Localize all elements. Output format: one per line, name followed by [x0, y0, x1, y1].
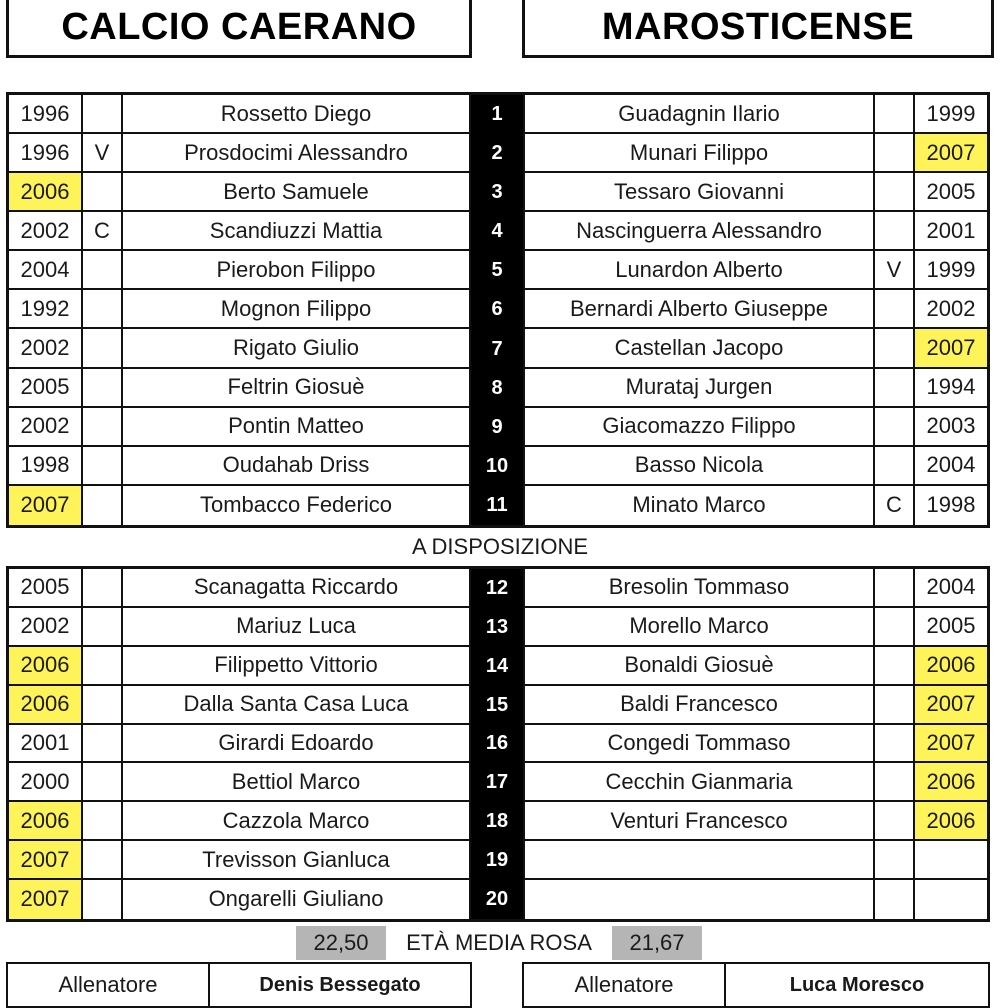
shirt-number: 17: [471, 763, 525, 802]
shirt-number: 13: [471, 608, 525, 647]
home-role-cell: [83, 725, 123, 764]
shirt-number: 18: [471, 802, 525, 841]
away-year-cell: 2007: [915, 329, 987, 368]
table-row: [9, 647, 987, 686]
away-player-name: Basso Nicola: [525, 447, 875, 486]
home-year-cell: 2002: [9, 329, 83, 368]
home-role-cell: [83, 408, 123, 447]
shirt-number: 7: [471, 329, 525, 368]
home-year-cell: 1996: [9, 134, 83, 173]
home-role-cell: [83, 763, 123, 802]
home-role-cell: [83, 802, 123, 841]
home-year-cell: 2006: [9, 173, 83, 212]
home-year-cell: 1996: [9, 95, 83, 134]
table-row: [9, 841, 987, 880]
away-year-cell: 1994: [915, 369, 987, 408]
away-player-name: Baldi Francesco: [525, 686, 875, 725]
home-role-cell: V: [83, 134, 123, 173]
away-role-cell: [875, 725, 915, 764]
away-role-cell: [875, 134, 915, 173]
away-player-name: Castellan Jacopo: [525, 329, 875, 368]
average-age-row: [0, 926, 1000, 960]
table-row: [9, 608, 987, 647]
away-year-cell: 2006: [915, 647, 987, 686]
shirt-number: 3: [471, 173, 525, 212]
away-role-cell: [875, 329, 915, 368]
table-row: [9, 173, 987, 212]
away-year-cell: 2007: [915, 725, 987, 764]
away-role-cell: [875, 569, 915, 608]
away-role-cell: [875, 802, 915, 841]
shirt-number: 10: [471, 447, 525, 486]
home-year-cell: 1998: [9, 447, 83, 486]
away-player-name: Nascinguerra Alessandro: [525, 212, 875, 251]
table-row: [9, 802, 987, 841]
home-player-name: Girardi Edoardo: [123, 725, 471, 764]
shirt-number: 11: [471, 486, 525, 525]
starters-table: [6, 92, 990, 528]
home-player-name: Prosdocimi Alessandro: [123, 134, 471, 173]
home-year-cell: 2006: [9, 686, 83, 725]
home-player-name: Mognon Filippo: [123, 290, 471, 329]
home-role-cell: [83, 647, 123, 686]
away-player-name: Cecchin Gianmaria: [525, 763, 875, 802]
away-player-name: Morello Marco: [525, 608, 875, 647]
home-team-title: CALCIO CAERANO: [6, 0, 472, 58]
home-role-cell: C: [83, 212, 123, 251]
home-player-name: Bettiol Marco: [123, 763, 471, 802]
table-row: [9, 725, 987, 764]
away-role-cell: V: [875, 251, 915, 290]
home-role-cell: [83, 880, 123, 919]
home-year-cell: 2007: [9, 841, 83, 880]
away-role-cell: [875, 841, 915, 880]
shirt-number: 14: [471, 647, 525, 686]
away-player-name: [525, 841, 875, 880]
home-average-age: 22,50: [296, 926, 386, 960]
home-player-name: Pontin Matteo: [123, 408, 471, 447]
home-player-name: Berto Samuele: [123, 173, 471, 212]
away-role-cell: [875, 408, 915, 447]
away-year-cell: 2004: [915, 447, 987, 486]
home-coach-box: [6, 962, 472, 1008]
table-row: [9, 95, 987, 134]
table-row: [9, 134, 987, 173]
home-year-cell: 2001: [9, 725, 83, 764]
away-player-name: Bonaldi Giosuè: [525, 647, 875, 686]
home-year-cell: 2007: [9, 880, 83, 919]
table-row: [9, 290, 987, 329]
table-row: [9, 447, 987, 486]
home-year-cell: 2007: [9, 486, 83, 525]
away-year-cell: 1998: [915, 486, 987, 525]
away-player-name: Venturi Francesco: [525, 802, 875, 841]
home-role-cell: [83, 608, 123, 647]
table-row: [9, 486, 987, 525]
home-player-name: Rossetto Diego: [123, 95, 471, 134]
away-coach-label: Allenatore: [524, 964, 726, 1006]
home-player-name: Feltrin Giosuè: [123, 369, 471, 408]
shirt-number: 4: [471, 212, 525, 251]
away-role-cell: [875, 212, 915, 251]
home-year-cell: 2006: [9, 647, 83, 686]
shirt-number: 15: [471, 686, 525, 725]
away-player-name: Murataj Jurgen: [525, 369, 875, 408]
home-year-cell: 2002: [9, 608, 83, 647]
table-row: [9, 569, 987, 608]
home-role-cell: [83, 686, 123, 725]
home-role-cell: [83, 290, 123, 329]
home-year-cell: 2002: [9, 212, 83, 251]
subs-section-label: A DISPOSIZIONE: [411, 534, 589, 559]
away-role-cell: [875, 290, 915, 329]
home-player-name: Tombacco Federico: [123, 486, 471, 525]
away-player-name: Munari Filippo: [525, 134, 875, 173]
home-role-cell: [83, 447, 123, 486]
table-row: [9, 880, 987, 919]
table-row: [9, 212, 987, 251]
home-role-cell: [83, 251, 123, 290]
away-year-cell: 2006: [915, 763, 987, 802]
table-row: [9, 408, 987, 447]
away-year-cell: 2003: [915, 408, 987, 447]
away-player-name: Bernardi Alberto Giuseppe: [525, 290, 875, 329]
away-player-name: Tessaro Giovanni: [525, 173, 875, 212]
away-role-cell: [875, 763, 915, 802]
home-player-name: Ongarelli Giuliano: [123, 880, 471, 919]
home-coach-name: Denis Bessegato: [259, 973, 421, 996]
away-year-cell: 2005: [915, 173, 987, 212]
away-year-cell: 2007: [915, 686, 987, 725]
away-player-name: Lunardon Alberto: [525, 251, 875, 290]
home-player-name: Oudahab Driss: [123, 447, 471, 486]
away-role-cell: [875, 880, 915, 919]
shirt-number: 6: [471, 290, 525, 329]
home-year-cell: 2005: [9, 369, 83, 408]
away-year-cell: 2005: [915, 608, 987, 647]
table-row: [9, 369, 987, 408]
home-role-cell: [83, 173, 123, 212]
home-player-name: Scandiuzzi Mattia: [123, 212, 471, 251]
home-role-cell: [83, 841, 123, 880]
home-year-cell: 1992: [9, 290, 83, 329]
away-average-age: 21,67: [612, 926, 702, 960]
home-year-cell: 2004: [9, 251, 83, 290]
shirt-number: 1: [471, 95, 525, 134]
away-player-name: Congedi Tommaso: [525, 725, 875, 764]
home-year-cell: 2006: [9, 802, 83, 841]
shirt-number: 20: [471, 880, 525, 919]
away-year-cell: 2002: [915, 290, 987, 329]
shirt-number: 9: [471, 408, 525, 447]
home-player-name: Scanagatta Riccardo: [123, 569, 471, 608]
away-year-cell: 2001: [915, 212, 987, 251]
home-player-name: Pierobon Filippo: [123, 251, 471, 290]
home-player-name: Rigato Giulio: [123, 329, 471, 368]
away-role-cell: C: [875, 486, 915, 525]
away-role-cell: [875, 369, 915, 408]
away-team-title: MAROSTICENSE: [522, 0, 994, 58]
away-role-cell: [875, 95, 915, 134]
away-year-cell: [915, 841, 987, 880]
table-row: [9, 763, 987, 802]
substitutes-table: [6, 566, 990, 922]
away-role-cell: [875, 686, 915, 725]
away-coach-name: Luca Moresco: [789, 973, 925, 996]
away-year-cell: 2006: [915, 802, 987, 841]
home-player-name: Trevisson Gianluca: [123, 841, 471, 880]
away-role-cell: [875, 447, 915, 486]
home-player-name: Mariuz Luca: [123, 608, 471, 647]
away-year-cell: 1999: [915, 95, 987, 134]
away-player-name: [525, 880, 875, 919]
home-player-name: Dalla Santa Casa Luca: [123, 686, 471, 725]
home-player-name: Filippetto Vittorio: [123, 647, 471, 686]
average-age-label: ETÀ MEDIA ROSA: [406, 930, 592, 955]
shirt-number: 19: [471, 841, 525, 880]
shirt-number: 2: [471, 134, 525, 173]
home-year-cell: 2000: [9, 763, 83, 802]
home-year-cell: 2005: [9, 569, 83, 608]
home-role-cell: [83, 486, 123, 525]
away-player-name: Guadagnin Ilario: [525, 95, 875, 134]
shirt-number: 8: [471, 369, 525, 408]
shirt-number: 5: [471, 251, 525, 290]
home-role-cell: [83, 569, 123, 608]
shirt-number: 12: [471, 569, 525, 608]
away-player-name: Giacomazzo Filippo: [525, 408, 875, 447]
away-role-cell: [875, 608, 915, 647]
home-player-name: Cazzola Marco: [123, 802, 471, 841]
away-coach-box: [522, 962, 990, 1008]
away-player-name: Minato Marco: [525, 486, 875, 525]
away-year-cell: 2007: [915, 134, 987, 173]
table-row: [9, 686, 987, 725]
away-player-name: Bresolin Tommaso: [525, 569, 875, 608]
away-role-cell: [875, 647, 915, 686]
away-year-cell: 1999: [915, 251, 987, 290]
home-year-cell: 2002: [9, 408, 83, 447]
away-role-cell: [875, 173, 915, 212]
table-row: [9, 251, 987, 290]
home-role-cell: [83, 329, 123, 368]
away-year-cell: 2004: [915, 569, 987, 608]
away-year-cell: [915, 880, 987, 919]
home-coach-label: Allenatore: [8, 964, 210, 1006]
shirt-number: 16: [471, 725, 525, 764]
home-role-cell: [83, 369, 123, 408]
table-row: [9, 329, 987, 368]
home-role-cell: [83, 95, 123, 134]
